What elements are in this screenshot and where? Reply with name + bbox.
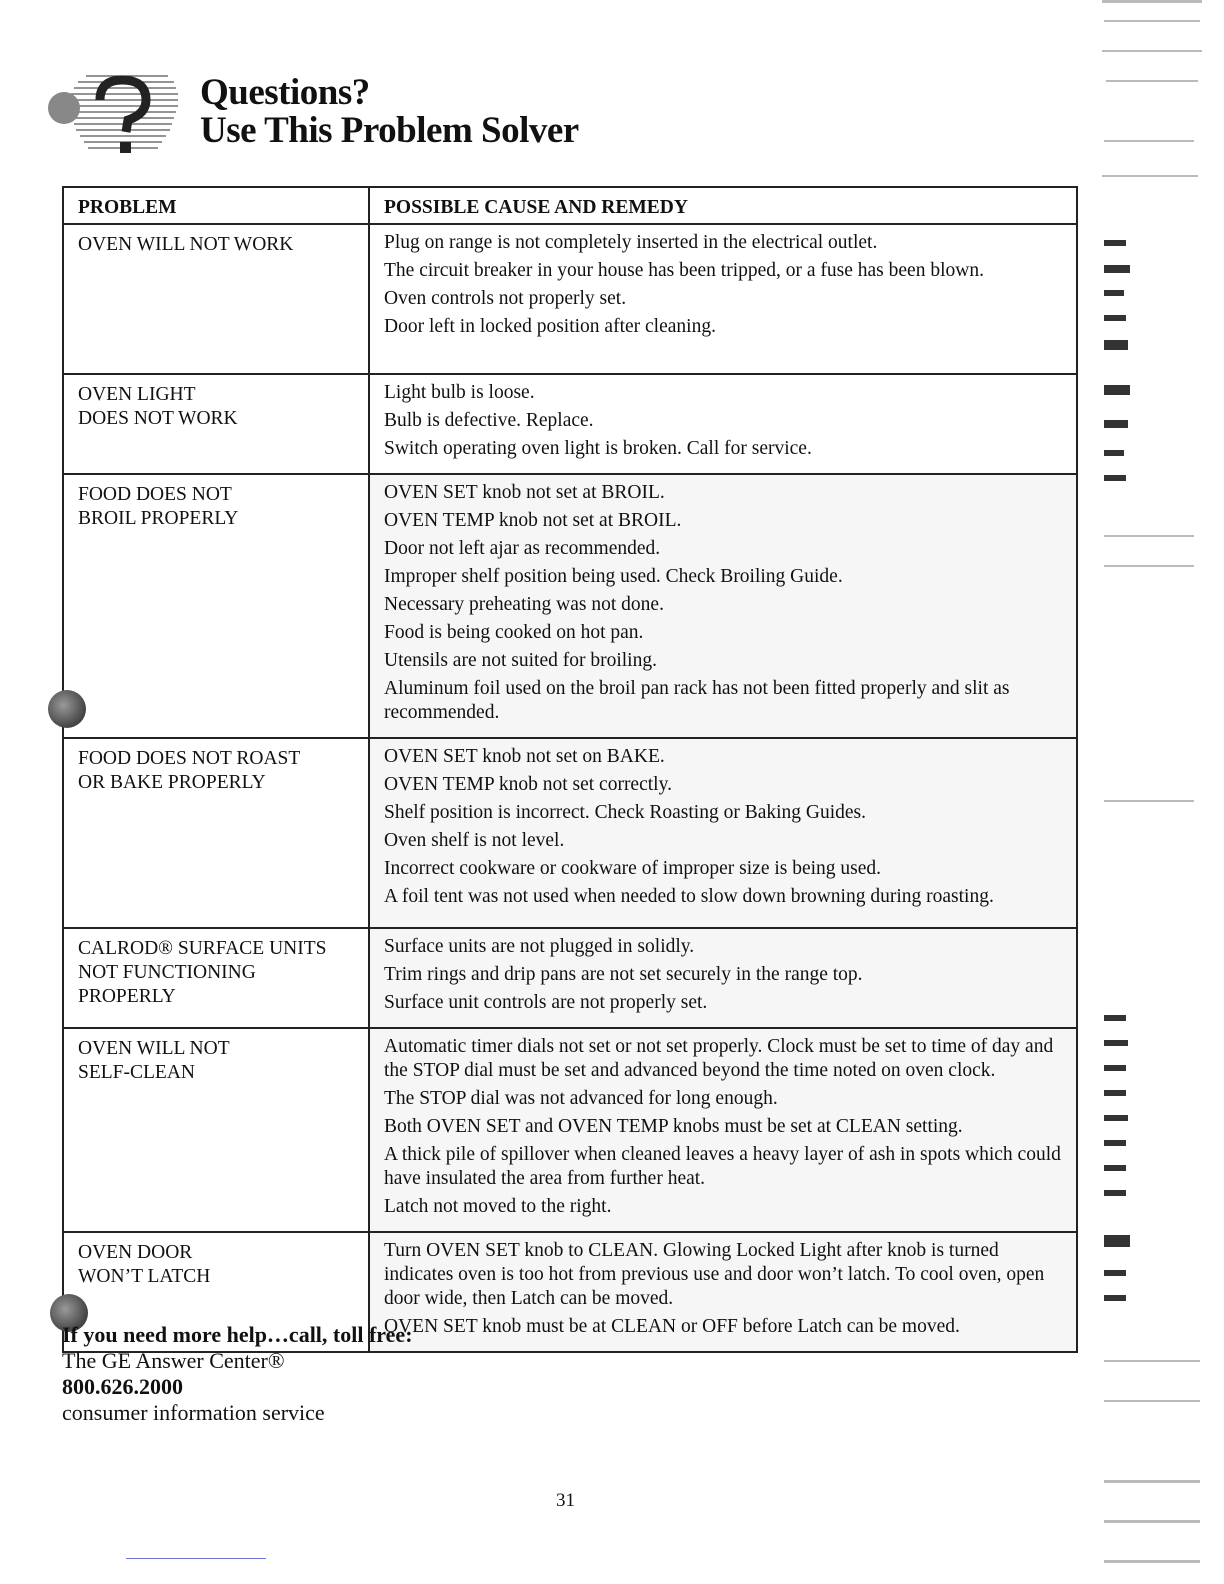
- remedy-text: Automatic timer dials not set or not set properly. Clock must be set to time of day and the STOP dial must be set and advanced beyond the time noted on oven clock.: [384, 1036, 1054, 1081]
- remedy-text: Trim rings and drip pans are not set securely in the range top.: [384, 964, 863, 985]
- remedy-text: Improper shelf position being used. Check Broiling Guide.: [384, 566, 843, 587]
- question-mark-icon: [48, 70, 183, 170]
- problem-solver-table: [62, 186, 1078, 1353]
- margin-bullet-icon: [48, 690, 86, 728]
- problem-text: BROIL PROPERLY: [78, 508, 239, 529]
- remedy-text: The STOP dial was not advanced for long enough.: [384, 1088, 778, 1109]
- table-row: [63, 928, 1077, 1028]
- remedy-text: Plug on range is not completely inserted in the electrical outlet.: [384, 232, 878, 253]
- problem-text: OR BAKE PROPERLY: [78, 772, 266, 793]
- problem-cell: [63, 474, 369, 738]
- page-title: [200, 74, 579, 150]
- column-header-problem: PROBLEM: [63, 187, 369, 224]
- remedy-text: Door not left ajar as recommended.: [384, 538, 661, 559]
- remedy-text: Food is being cooked on hot pan.: [384, 622, 644, 643]
- remedy-cell: [369, 224, 1077, 374]
- problem-text: OVEN LIGHT: [78, 384, 196, 405]
- title-line-1: Questions?: [200, 72, 370, 113]
- remedy-text: Both OVEN SET and OVEN TEMP knobs must be set at CLEAN setting.: [384, 1116, 963, 1137]
- problem-text: SELF-CLEAN: [78, 1062, 195, 1083]
- remedy-text: Aluminum foil used on the broil pan rack has not been fitted properly and slit as recommended.: [384, 678, 1010, 723]
- table-row: [63, 224, 1077, 374]
- remedy-text: OVEN SET knob not set at BROIL.: [384, 482, 665, 503]
- remedy-text: Oven shelf is not level.: [384, 830, 565, 851]
- remedy-cell: [369, 1232, 1077, 1352]
- problem-text: NOT FUNCTIONING: [78, 962, 256, 983]
- remedy-text: Surface units are not plugged in solidly.: [384, 936, 695, 957]
- remedy-text: The circuit breaker in your house has been tripped, or a fuse has been blown.: [384, 260, 984, 281]
- table-row: [63, 1028, 1077, 1232]
- remedy-text: Bulb is defective. Replace.: [384, 410, 594, 431]
- phone-number: 800.626.2000: [62, 1374, 183, 1399]
- blue-underline-mark: [126, 1558, 266, 1559]
- remedy-text: A thick pile of spillover when cleaned leaves a heavy layer of ash in spots which could have insulated the area from further heat.: [384, 1144, 1061, 1189]
- page-number: 31: [556, 1490, 575, 1511]
- help-contact-block: [62, 1322, 413, 1426]
- service-label: consumer information service: [62, 1400, 325, 1425]
- remedy-cell: [369, 374, 1077, 474]
- table-row: [63, 474, 1077, 738]
- remedy-text: Oven controls not properly set.: [384, 288, 627, 309]
- page-header: [48, 70, 648, 170]
- problem-text: OVEN DOOR: [78, 1242, 193, 1263]
- help-intro: If you need more help…call, toll free:: [62, 1322, 413, 1347]
- remedy-text: Light bulb is loose.: [384, 382, 535, 403]
- problem-text: DOES NOT WORK: [78, 408, 238, 429]
- problem-text: WON’T LATCH: [78, 1266, 211, 1287]
- table-header-row: [63, 187, 1077, 224]
- table-row: [63, 374, 1077, 474]
- problem-cell: [63, 928, 369, 1028]
- remedy-text: Turn OVEN SET knob to CLEAN. Glowing Locked Light after knob is turned indicates oven is too hot from previous use and door won’t latch. To cool oven, open door wide, then Latch can be moved.: [384, 1240, 1045, 1309]
- problem-cell: [63, 224, 369, 374]
- problem-text: OVEN WILL NOT: [78, 1038, 230, 1059]
- table-row: [63, 738, 1077, 928]
- remedy-text: Necessary preheating was not done.: [384, 594, 664, 615]
- problem-text: CALROD® SURFACE UNITS: [78, 938, 327, 959]
- remedy-cell: [369, 474, 1077, 738]
- problem-cell: [63, 1028, 369, 1232]
- remedy-text: OVEN SET knob must be at CLEAN or OFF before Latch can be moved.: [384, 1316, 960, 1337]
- remedy-text: A foil tent was not used when needed to slow down browning during roasting.: [384, 886, 994, 907]
- remedy-cell: [369, 928, 1077, 1028]
- problem-text: FOOD DOES NOT: [78, 484, 232, 505]
- problem-cell: [63, 738, 369, 928]
- remedy-text: Incorrect cookware or cookware of improper size is being used.: [384, 858, 882, 879]
- remedy-text: Latch not moved to the right.: [384, 1196, 612, 1217]
- problem-text: FOOD DOES NOT ROAST: [78, 748, 301, 769]
- remedy-text: OVEN TEMP knob not set at BROIL.: [384, 510, 682, 531]
- column-header-remedy: POSSIBLE CAUSE AND REMEDY: [369, 187, 1077, 224]
- remedy-text: Switch operating oven light is broken. Call for service.: [384, 438, 812, 459]
- remedy-text: Door left in locked position after cleaning.: [384, 316, 716, 337]
- remedy-text: OVEN SET knob not set on BAKE.: [384, 746, 665, 767]
- remedy-cell: [369, 1028, 1077, 1232]
- remedy-text: Utensils are not suited for broiling.: [384, 650, 657, 671]
- remedy-cell: [369, 738, 1077, 928]
- remedy-text: Shelf position is incorrect. Check Roasting or Baking Guides.: [384, 802, 867, 823]
- answer-center-name: The GE Answer Center®: [62, 1348, 285, 1373]
- title-line-2: Use This Problem Solver: [200, 110, 579, 151]
- remedy-text: OVEN TEMP knob not set correctly.: [384, 774, 672, 795]
- problem-text: OVEN WILL NOT WORK: [78, 234, 294, 255]
- remedy-text: Surface unit controls are not properly set.: [384, 992, 708, 1013]
- problem-text: PROPERLY: [78, 986, 176, 1007]
- scan-margin-artifacts: [1100, 0, 1210, 1584]
- problem-cell: [63, 374, 369, 474]
